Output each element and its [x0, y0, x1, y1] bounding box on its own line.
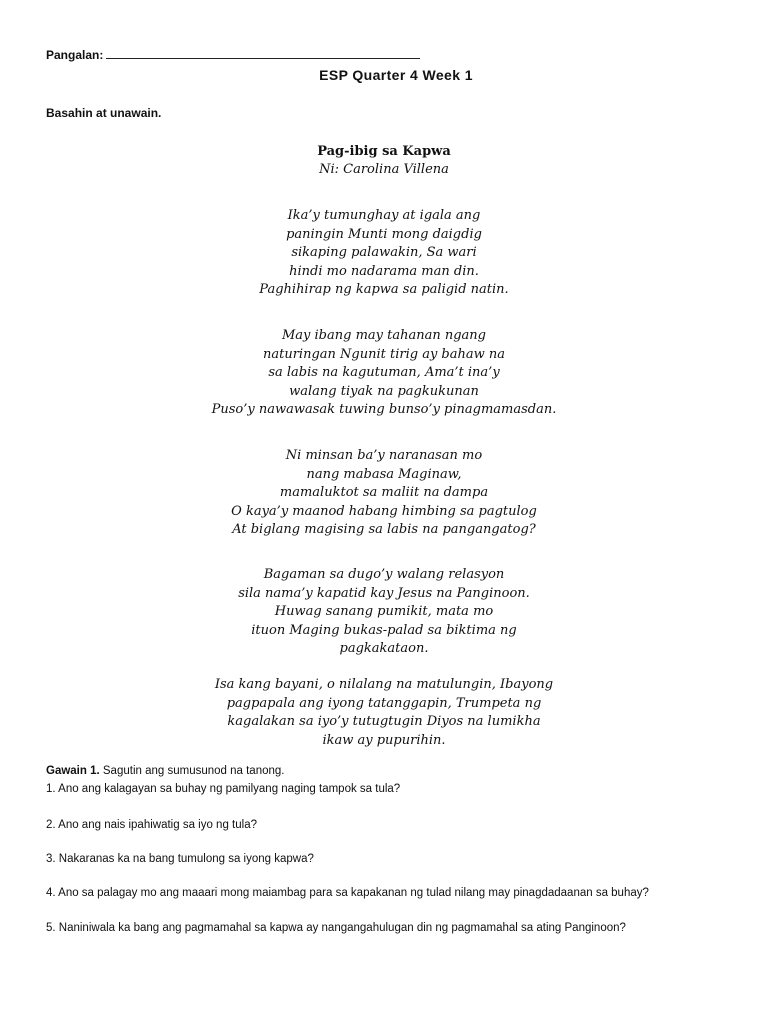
page-title: ESP Quarter 4 Week 1 [319, 67, 473, 83]
poem-stanza-4 [0, 566, 768, 659]
poem-line: sikaping palawakin, Sa wari [291, 245, 477, 260]
poem-line: ituon Maging bukas-palad sa biktima ng [251, 622, 517, 638]
poem-line: O kaya’y maanod habang himbing sa pagtulog [231, 503, 537, 519]
name-field-row [46, 48, 420, 62]
question-5: 5. Naniniwala ka bang ang pagmamahal sa kapwa ay nangangahulugan din ng pagmamahal sa ating Panginoon? [46, 922, 626, 934]
poem-line: mamaluktot sa maliit na dampa [279, 485, 489, 500]
poem-line: sila nama’y kapatid kay Jesus na Panginoon. [238, 585, 530, 601]
poem-line: pagkakataon. [339, 641, 429, 656]
poem-line: kagalakan sa iyo’y tutugtugin Diyos na lumikha [227, 714, 541, 729]
poem-line: At biglang magising sa labis na pangangatog? [232, 522, 536, 537]
poem-line: Ni minsan ba’y naranasan mo [285, 448, 483, 463]
name-label: Pangalan: [46, 48, 104, 62]
activity-label: Gawain 1. [46, 765, 100, 777]
reading-instruction: Basahin at unawain. [46, 106, 162, 120]
poem-line: Paghihirap ng kapwa sa paligid natin. [259, 282, 509, 297]
poem-line: walang tiyak na pagkukunan [289, 383, 479, 399]
poem-line: hindi mo nadarama man din. [289, 263, 479, 279]
poem-line: pagpapala ang iyong tatanggapin, Trumpeta ng [226, 695, 542, 711]
poem-line: May ibang may tahanan ngang [281, 328, 486, 343]
activity-instruction: Sagutin ang sumusunod na tanong. [102, 765, 285, 777]
poem-author: Ni: Carolina Villena [319, 162, 449, 177]
name-blank-line[interactable] [106, 48, 420, 59]
poem-line: ikaw ay pupurihin. [322, 732, 446, 748]
poem-line: Isa kang bayani, o nilalang na matulungin, Ibayong [214, 677, 554, 692]
poem-line: sa labis na kagutuman, Ama’t ina’y [268, 365, 500, 380]
question-3: 3. Nakaranas ka na bang tumulong sa iyong kapwa? [46, 853, 314, 865]
poem-line: Bagaman sa dugo’y walang relasyon [263, 567, 505, 582]
poem-line: nang mabasa Maginaw, [306, 466, 462, 482]
poem-line: naturingan Ngunit tirig ay bahaw na [262, 346, 505, 362]
poem-stanza-3 [0, 447, 768, 540]
poem-stanza-5 [0, 676, 768, 750]
poem-line: Puso’y nawawasak tuwing bunso’y pinagmamasdan. [211, 402, 557, 417]
poem-title: Pag-ibig sa Kapwa [317, 144, 451, 159]
poem-stanza-2 [0, 327, 768, 420]
poem-line: Huwag sanang pumikit, mata mo [274, 604, 494, 619]
poem-line: Ika’y tumunghay at igala ang [287, 208, 481, 223]
question-1: 1. Ano ang kalagayan sa buhay ng pamilyang naging tampok sa tula? [46, 783, 401, 795]
question-4: 4. Ano sa palagay mo ang maaari mong maiambag para sa kapakanan ng tulad nilang may pinagdadaanan sa buhay? [46, 887, 649, 899]
question-2: 2. Ano ang nais ipahiwatig sa iyo ng tula? [46, 819, 257, 831]
activity-heading [46, 765, 284, 777]
poem-stanza-1 [0, 207, 768, 300]
poem-line: paningin Munti mong daigdig [286, 226, 482, 242]
